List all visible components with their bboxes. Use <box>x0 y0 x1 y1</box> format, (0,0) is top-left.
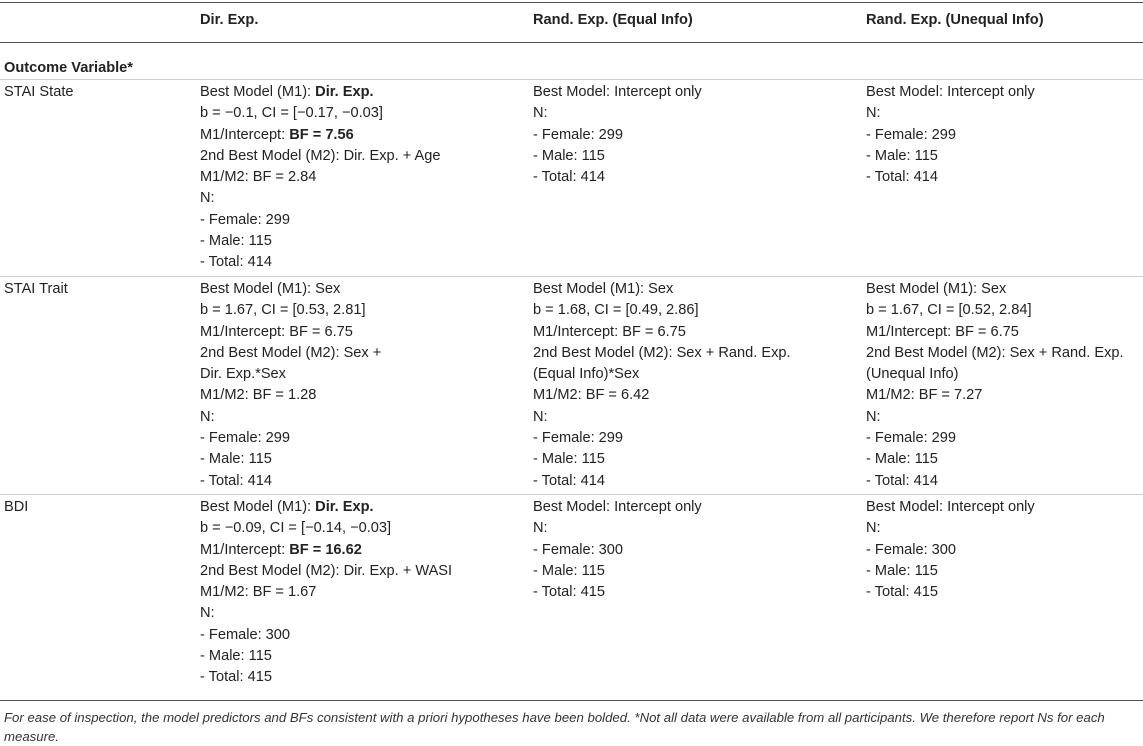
cell-line <box>533 167 702 188</box>
cell-line <box>533 428 791 449</box>
cell-text: Best Model: Intercept only <box>533 499 702 515</box>
table-cell <box>200 279 381 492</box>
cell-line <box>533 497 702 518</box>
cell-line <box>200 146 441 167</box>
cell-text: N: <box>533 520 548 537</box>
row-label-stai-state: STAI State <box>4 84 74 100</box>
cell-line <box>866 103 1035 124</box>
cell-line <box>866 300 1124 321</box>
cell-text: - Total: 415 <box>200 669 272 686</box>
cell-line <box>200 582 452 603</box>
cell-text: M1/Intercept: BF = 6.75 <box>866 323 1019 340</box>
cell-text: 2nd Best Model (M2): Sex + Rand. Exp. <box>533 344 791 361</box>
cell-line <box>866 561 1035 582</box>
cell-text: N: <box>533 408 548 425</box>
cell-line <box>533 82 702 103</box>
cell-text: M1/M2: BF = 6.42 <box>533 387 650 404</box>
bolded-term: Dir. Exp. <box>315 499 374 515</box>
cell-line <box>866 407 1124 428</box>
cell-text: - Female: 299 <box>200 211 291 228</box>
row-separator <box>0 276 1143 277</box>
cell-line <box>200 252 441 273</box>
cell-line <box>866 518 1035 539</box>
subheader-outcome-variable: Outcome Variable* <box>4 60 133 76</box>
cell-line <box>200 279 381 300</box>
cell-line <box>866 125 1035 146</box>
cell-line <box>533 471 791 492</box>
cell-text: - Female: 300 <box>866 541 957 558</box>
cell-line <box>533 343 791 364</box>
cell-text: M1/Intercept: <box>200 541 290 558</box>
cell-text: - Total: 414 <box>533 472 605 489</box>
cell-line <box>866 279 1124 300</box>
table-cell <box>866 279 1124 492</box>
cell-text: - Female: 299 <box>866 430 957 447</box>
column-header-dir-exp: Dir. Exp. <box>200 12 259 28</box>
cell-text: b = 1.68, CI = [0.49, 2.86] <box>533 302 699 319</box>
cell-text: N: <box>200 605 215 622</box>
cell-text: - Total: 415 <box>866 584 938 601</box>
cell-text: Best Model (M1): Sex <box>866 281 1007 297</box>
table-footnote: For ease of inspection, the model predictors and BFs consistent with a priori hypotheses have been bolded. *Not all data were available from all participants. We therefore report Ns for each measure. <box>4 710 1105 744</box>
cell-text: Best Model (M1): <box>200 499 316 515</box>
column-header-rand-exp-equal: Rand. Exp. (Equal Info) <box>533 12 693 28</box>
cell-line <box>200 561 452 582</box>
cell-text: M1/Intercept: <box>200 126 290 143</box>
bolded-term: BF = 16.62 <box>289 541 362 558</box>
cell-text: Best Model: Intercept only <box>866 84 1035 100</box>
table-cell <box>200 82 441 274</box>
cell-line <box>533 103 702 124</box>
cell-line <box>200 428 381 449</box>
cell-text: - Male: 115 <box>200 451 272 468</box>
cell-line <box>533 582 702 603</box>
cell-line <box>200 210 441 231</box>
cell-line <box>866 540 1035 561</box>
cell-line <box>200 518 452 539</box>
cell-text: - Male: 115 <box>866 147 938 164</box>
table-cell <box>533 82 702 188</box>
cell-line <box>866 322 1124 343</box>
cell-text: Best Model: Intercept only <box>866 499 1035 515</box>
cell-text: 2nd Best Model (M2): Dir. Exp. + Age <box>200 147 441 164</box>
cell-line <box>200 125 441 146</box>
cell-text: M1/M2: BF = 7.27 <box>866 387 983 404</box>
cell-text: M1/Intercept: BF = 6.75 <box>200 323 353 340</box>
table-cell <box>533 497 702 603</box>
cell-line <box>866 82 1035 103</box>
cell-line <box>533 540 702 561</box>
cell-text: - Female: 299 <box>533 126 624 143</box>
cell-line <box>533 561 702 582</box>
cell-text: - Male: 115 <box>866 562 938 579</box>
cell-text: N: <box>866 408 881 425</box>
cell-text: - Male: 115 <box>866 451 938 468</box>
cell-line <box>200 449 381 470</box>
cell-line <box>533 407 791 428</box>
table-bottom-rule <box>0 700 1143 701</box>
cell-line <box>200 103 441 124</box>
row-separator <box>0 494 1143 495</box>
cell-line <box>866 471 1124 492</box>
cell-line <box>533 279 791 300</box>
cell-text: - Male: 115 <box>200 648 272 665</box>
cell-line <box>200 540 452 561</box>
row-separator <box>0 79 1143 80</box>
cell-text: - Female: 300 <box>200 626 291 643</box>
table-cell <box>200 497 452 689</box>
cell-text: N: <box>866 520 881 537</box>
cell-line <box>200 188 441 209</box>
cell-text: - Male: 115 <box>200 233 272 250</box>
cell-text: M1/M2: BF = 2.84 <box>200 169 317 186</box>
cell-text: b = 1.67, CI = [0.53, 2.81] <box>200 302 366 319</box>
cell-text: - Female: 300 <box>533 541 624 558</box>
cell-line <box>533 300 791 321</box>
cell-text: b = 1.67, CI = [0.52, 2.84] <box>866 302 1032 319</box>
cell-text: - Total: 414 <box>533 169 605 186</box>
cell-line <box>866 385 1124 406</box>
cell-line <box>200 407 381 428</box>
cell-line <box>866 582 1035 603</box>
cell-line <box>866 167 1035 188</box>
cell-text: Best Model (M1): <box>200 84 316 100</box>
cell-line <box>866 428 1124 449</box>
cell-line <box>866 449 1124 470</box>
table-cell <box>866 82 1035 188</box>
cell-line <box>533 385 791 406</box>
cell-text: - Female: 299 <box>200 430 291 447</box>
cell-text: 2nd Best Model (M2): Sex + Rand. Exp. <box>866 344 1124 361</box>
cell-line <box>866 343 1124 364</box>
cell-text: - Total: 414 <box>200 254 272 271</box>
table-cell <box>866 497 1035 603</box>
cell-text: N: <box>866 105 881 122</box>
header-rule <box>0 42 1143 43</box>
cell-text: - Male: 115 <box>533 147 605 164</box>
cell-text: - Total: 414 <box>866 472 938 489</box>
cell-line <box>200 167 441 188</box>
cell-line <box>200 625 452 646</box>
cell-text: N: <box>533 105 548 122</box>
cell-line <box>200 300 381 321</box>
cell-line <box>866 146 1035 167</box>
cell-line <box>533 125 702 146</box>
cell-text: M1/M2: BF = 1.28 <box>200 387 317 404</box>
cell-line <box>533 518 702 539</box>
cell-line <box>866 497 1035 518</box>
cell-line <box>200 364 381 385</box>
table-top-rule <box>0 2 1143 3</box>
cell-text: Best Model (M1): Sex <box>533 281 674 297</box>
cell-line <box>533 322 791 343</box>
column-header-rand-exp-unequal: Rand. Exp. (Unequal Info) <box>866 12 1044 28</box>
bolded-term: Dir. Exp. <box>315 84 374 100</box>
cell-text: - Male: 115 <box>533 451 605 468</box>
cell-text: 2nd Best Model (M2): Sex + <box>200 344 382 361</box>
cell-text: - Total: 415 <box>533 584 605 601</box>
cell-text: Best Model: Intercept only <box>533 84 702 100</box>
cell-line <box>533 449 791 470</box>
cell-line <box>200 385 381 406</box>
cell-text: M1/M2: BF = 1.67 <box>200 584 317 601</box>
cell-line <box>200 667 452 688</box>
cell-line <box>200 82 441 103</box>
cell-line <box>200 322 381 343</box>
cell-line <box>200 603 452 624</box>
cell-line <box>200 471 381 492</box>
cell-text: b = −0.09, CI = [−0.14, −0.03] <box>200 520 392 537</box>
cell-text: Best Model (M1): Sex <box>200 281 341 297</box>
cell-text: N: <box>200 408 215 425</box>
cell-text: (Unequal Info) <box>866 366 959 383</box>
cell-text: - Female: 299 <box>866 126 957 143</box>
row-label-bdi: BDI <box>4 499 29 515</box>
cell-text: b = −0.1, CI = [−0.17, −0.03] <box>200 105 383 122</box>
cell-text: - Female: 299 <box>533 430 624 447</box>
cell-text: - Total: 414 <box>866 169 938 186</box>
cell-text: Dir. Exp.*Sex <box>200 366 286 383</box>
cell-line <box>200 343 381 364</box>
cell-text: 2nd Best Model (M2): Dir. Exp. + WASI <box>200 562 453 579</box>
bolded-term: BF = 7.56 <box>289 126 354 143</box>
cell-text: (Equal Info)*Sex <box>533 366 640 383</box>
cell-line <box>200 231 441 252</box>
row-label-stai-trait: STAI Trait <box>4 281 68 297</box>
cell-text: - Total: 414 <box>200 472 272 489</box>
cell-line <box>200 497 452 518</box>
cell-line <box>533 364 791 385</box>
cell-text: M1/Intercept: BF = 6.75 <box>533 323 686 340</box>
cell-line <box>200 646 452 667</box>
cell-text: - Male: 115 <box>533 562 605 579</box>
cell-line <box>533 146 702 167</box>
table-cell <box>533 279 791 492</box>
cell-text: N: <box>200 190 215 207</box>
cell-line <box>866 364 1124 385</box>
